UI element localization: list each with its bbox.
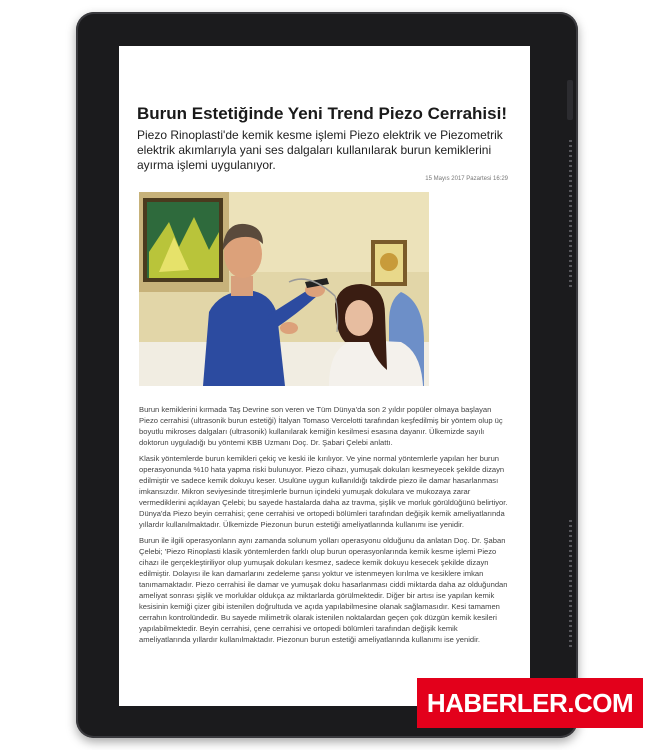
article-paragraph: Burun kemiklerini kırmada Taş Devrine son veren ve Tüm Dünya'da son 2 yıldır popüler olmaya başlayan Piezo cerrahisi (ultrasonik burun estetiği) İtalyan Tomaso Vercelotti tarafından keşfedilmiş bir yöntem olup üç boyutlu mikroses dalgaları (ultrasonik) kullanılarak kemiğin kesilmesi esasına dayanır. Ülkemizde sayılı doktorun uyguladığı bu yöntemi KBB Uzmanı Doç. Dr. Şabari Çelebi anlattı. [139, 405, 503, 447]
article-photo [139, 192, 429, 386]
haberler-watermark-logo: HABERLER.COM [417, 678, 643, 728]
article-date: 15 Mayıs 2017 Pazartesi 16:29 [425, 176, 508, 182]
article-photo-illustration [139, 192, 429, 386]
article-paragraph: Klasik yöntemlerde burun kemikleri çekiç ve keski ile kırılıyor. Ve yine normal yöntemlerle yapılan her burun operasyonunda %10 hata yapma riski bulunuyor. Piezo cihazı, yumuşak dokuları kesmeyecek şekilde dizayn edilmiştir ve sadece kemik dokuyu keser. Usulüne uygun kullanıldığı takdirde piezo ile damar hasarlanması imkansızdır. Mikron seviyesinde titreşimlerle burnun içindeki yumuşak dokulara ve mukozaya zarar vermediklerini açıklayan Çelebi; bu sayede hastalarda daha az travma, şişlik ve morluk görüldüğünü belirtiyor. Dünya'da Piezo beyin cerrahisi; çene cerrahisi ve ortopedi bölümleri tarafından değişik kemik ameliyatlarında yıllardır kullanılmaktadır. Ülkemizde Piezonun burun estetiği ameliyatlarında kullanımı ise yenidir. [139, 454, 508, 529]
tablet-speaker-grille [569, 140, 572, 290]
tablet-volume-button [567, 80, 573, 120]
article-paragraph: Burun ile ilgili operasyonların aynı zamanda solunum yolları operasyonu olduğunu da anlatan Doç. Dr. Şaban Çelebi; 'Piezo Rinoplasti klasik yöntemlerden farklı olup burun operasyonlarında kemik kesme işlemi Piezo cihazı ile gerçekleştiriliyor olup yumuşak dokuları kesmez, sadece kemik dokuyu kesecek şekilde dizayn edilmiştir. Dolayısı ile kan damarlarını zedeleme şansı yoktur ve istenmeyen kırılma ve kesiklere imkan tanımamaktadır. Piezo cerrahisi ile damar ve yumuşak doku hasarlanması ciddi miktarda daha az olduğundan ameliyat sonrası şişlik ve morluklar oldukça az miktarlarda görülmektedir. Diğer bir artısı ise yapılan kemik kesisinin kemiği çizer gibi istenilen doğrultuda ve açıda yapılabilmesine olanak sağlamasıdır. Kesi tamamen cerrahın kontrolündedir. Bu sayede milimetrik olarak istenilen noktalardan geçen çok düzgün kemik kesileri yapılabilmektedir. Beyin cerrahisi, çene cerrahisi ve ortopedi bölümleri tarafından değişik kemik ameliyatlarında yıllardır kullanılmaktadır. Piezonun burun estetiği ameliyatlarında kullanımı ise yenidir. [139, 536, 508, 644]
tablet-screen [119, 46, 530, 706]
tablet-speaker-grille-bottom [569, 520, 572, 650]
article-body [139, 404, 511, 650]
article-title: Burun Estetiğinde Yeni Trend Piezo Cerrahisi! [137, 104, 507, 123]
article-summary: Piezo Rinoplasti'de kemik kesme işlemi Piezo elektrik ve Piezometrik elektrik akımlarıyla yani ses dalgaları kullanılarak burun kemiklerini ayırma işlemi uygulanıyor. [137, 128, 503, 172]
